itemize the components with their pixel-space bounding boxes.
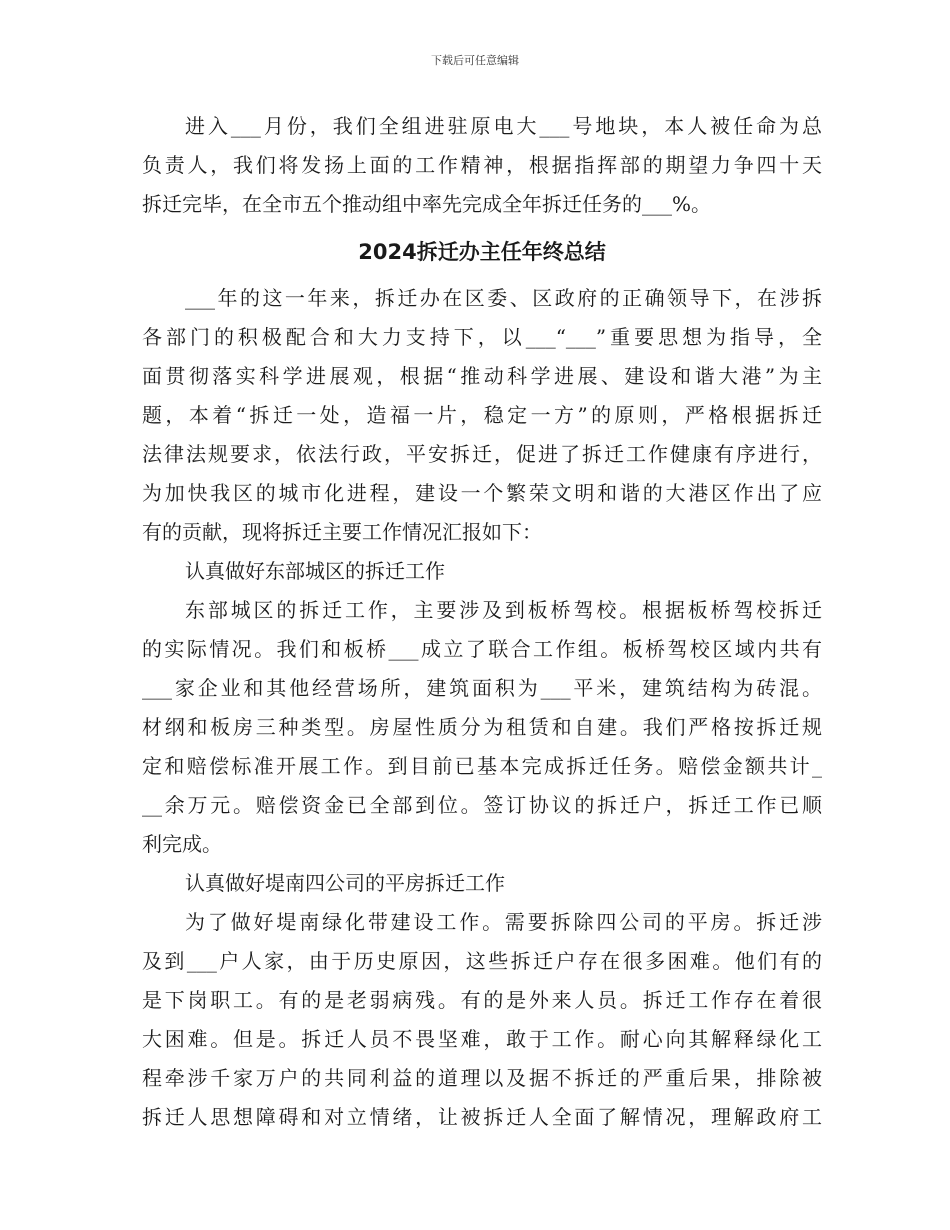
section1-paragraph [142, 107, 822, 224]
paragraph-line: 题，本着“拆迁一处，造福一片，稳定一方”的原则，严格根据拆迁 [142, 403, 822, 427]
paragraph-line: 定和赔偿标准开展工作。到目前已基本完成拆迁任务。赔偿金额共计_ [142, 754, 822, 778]
paragraph-line: 的实际情况。我们和板桥___成立了联合工作组。板桥驾校区域内共有 [142, 637, 822, 661]
paragraph-line: 负责人，我们将发扬上面的工作精神，根据指挥部的期望力争四十天 [142, 153, 822, 177]
section-heading-dinan-company: 认真做好堤南四公司的平房拆迁工作 [185, 871, 505, 895]
paragraph-line: 为加快我区的城市化进程，建设一个繁荣文明和谐的大港区作出了应 [142, 481, 822, 505]
document-title: 2024拆迁办主任年终总结 [358, 240, 606, 264]
paragraph-line: 拆迁人思想障碍和对立情绪，让被拆迁人全面了解情况，理解政府工 [142, 1105, 822, 1129]
east-district-paragraph [142, 591, 822, 864]
paragraph-line: 程牵涉千家万户的共同利益的道理以及据不拆迁的严重后果，排除被 [142, 1066, 822, 1090]
paragraph-line: 及到___户人家，由于历史原因，这些拆迁户存在很多困难。他们有的 [142, 949, 822, 973]
paragraph-line: 大困难。但是。拆迁人员不畏坚难，敢于工作。耐心向其解释绿化工 [142, 1027, 822, 1051]
dinan-company-paragraph [142, 903, 822, 1137]
paragraph-line: ___年的这一年来，拆迁办在区委、区政府的正确领导下，在涉拆 [185, 286, 822, 310]
paragraph-line: 利完成。 [142, 832, 222, 856]
paragraph-line: ___家企业和其他经营场所，建筑面积为___平米，建筑结构为砖混。 [142, 676, 822, 700]
paragraph-line: 进入___月份，我们全组进驻原电大___号地块，本人被任命为总 [185, 114, 822, 138]
paragraph-line: 拆迁完毕，在全市五个推动组中率先完成全年拆迁任务的___%。 [142, 192, 712, 216]
paragraph-line: __余万元。赔偿资金已全部到位。签订协议的拆迁户，拆迁工作已顺 [142, 793, 822, 817]
paragraph-line: 是下岗职工。有的是老弱病残。有的是外来人员。拆迁工作存在着很 [142, 988, 822, 1012]
paragraph-line: 东部城区的拆迁工作，主要涉及到板桥驾校。根据板桥驾校拆迁 [185, 598, 822, 622]
section-heading-east-district: 认真做好东部城区的拆迁工作 [185, 559, 445, 583]
intro-paragraph [142, 279, 822, 552]
paragraph-line: 法律法规要求，依法行政，平安拆迁，促进了拆迁工作健康有序进行， [142, 442, 822, 466]
paragraph-line: 为了做好堤南绿化带建设工作。需要拆除四公司的平房。拆迁涉 [185, 910, 822, 934]
paragraph-line: 面贯彻落实科学进展观，根据“推动科学进展、建设和谐大港”为主 [142, 364, 822, 388]
paragraph-line: 各部门的积极配合和大力支持下，以___“___”重要思想为指导，全 [142, 325, 822, 349]
paragraph-line: 材纲和板房三种类型。房屋性质分为租赁和自建。我们严格按拆迁规 [142, 715, 822, 739]
paragraph-line: 有的贡献，现将拆迁主要工作情况汇报如下： [142, 520, 542, 544]
document-body [142, 107, 822, 1137]
page-header: 下载后可任意编辑 [431, 54, 519, 67]
